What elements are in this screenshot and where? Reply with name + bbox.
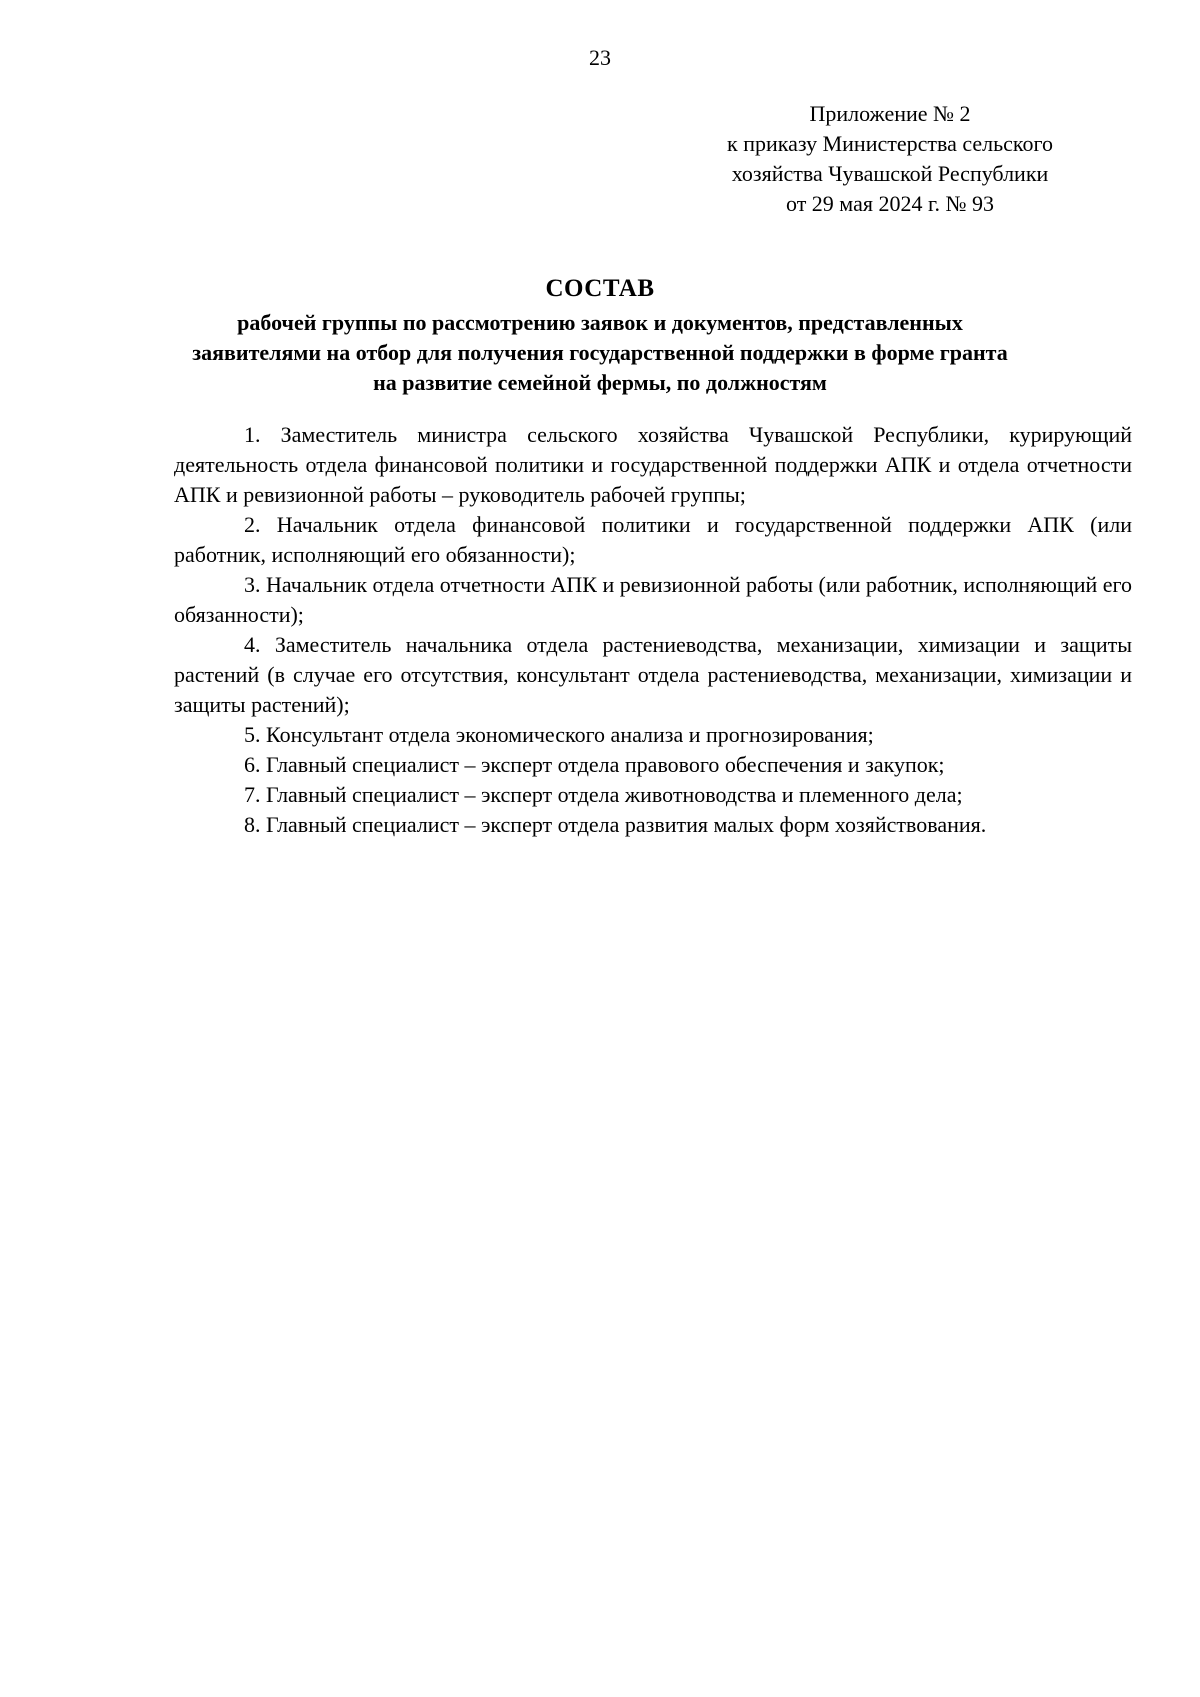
document-title-block [140,273,1060,398]
appendix-title: Приложение № 2 [809,101,971,126]
list-item: 6. Главный специалист – эксперт отдела правового обеспечения и закупок; [244,752,945,777]
document-subtitle-line: рабочей группы по рассмотрению заявок и документов, представленных [237,310,963,335]
document-subtitle-line: заявителями на отбор для получения государственной поддержки в форме гранта [192,340,1008,365]
list-item: 4. Заместитель начальника отдела растениеводства, механизации, химизации и защиты растений (в случае его отсутствия, консультант отдела растениеводства, механизации, химизации и защиты растений); [174,632,1132,717]
document-title: СОСТАВ [545,275,655,302]
list-item: 7. Главный специалист – эксперт отдела животноводства и племенного дела; [244,782,963,807]
list-item: 2. Начальник отдела финансовой политики и государственной поддержки АПК (или работник, исполняющий его обязанности); [174,512,1132,567]
list-item: 8. Главный специалист – эксперт отдела развития малых форм хозяйствования. [244,812,987,837]
document-subtitle [140,308,1060,398]
list-item: 1. Заместитель министра сельского хозяйства Чувашской Республики, курирующий деятельность отдела финансовой политики и государственной поддержки АПК и отдела отчетности АПК и ревизионной работы – руководитель рабочей группы; [174,422,1132,507]
members-list [174,420,1132,840]
appendix-ministry-line: хозяйства Чувашской Республики [731,161,1049,186]
list-item: 3. Начальник отдела отчетности АПК и ревизионной работы (или работник, исполняющий его обязанности); [174,572,1132,627]
appendix-header [680,99,1100,219]
list-item: 5. Консультант отдела экономического анализа и прогнозирования; [244,722,874,747]
document-subtitle-line: на развитие семейной фермы, по должностям [373,370,827,395]
page-number: 23 [589,45,611,70]
appendix-order-line: к приказу Министерства сельского [727,131,1053,156]
appendix-date-line: от 29 мая 2024 г. № 93 [785,191,994,216]
